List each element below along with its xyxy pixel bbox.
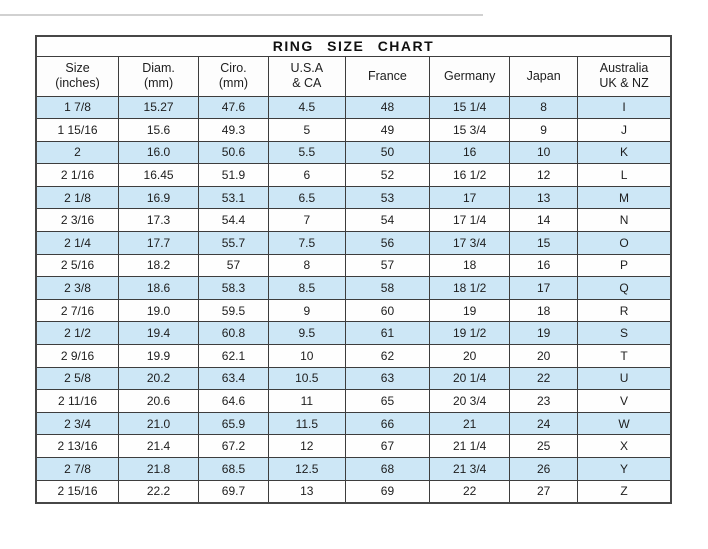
table-cell-australia-uk-nz: V [578,390,671,413]
table-row [36,232,671,255]
table-row [36,254,671,277]
table-cell-diam-mm: 16.9 [119,186,199,209]
table-cell-size-inches: 1 15/16 [36,119,119,142]
table-cell-diam-mm: 16.45 [119,164,199,187]
table-cell-japan: 10 [510,141,578,164]
chart-title: RING SIZE CHART [36,36,671,56]
table-cell-diam-mm: 18.6 [119,277,199,300]
table-cell-size-inches: 2 [36,141,119,164]
table-cell-germany: 15 3/4 [430,119,510,142]
table-cell-size-inches: 2 1/8 [36,186,119,209]
table-cell-australia-uk-nz: I [578,96,671,119]
table-cell-australia-uk-nz: K [578,141,671,164]
table-cell-size-inches: 2 1/16 [36,164,119,187]
table-row [36,164,671,187]
column-header-diam-mm [119,56,199,96]
column-header-line: Australia [599,61,649,75]
table-row [36,186,671,209]
scan-artifact-line [0,14,483,16]
table-row [36,345,671,368]
column-header-japan [510,56,578,96]
table-cell-diam-mm: 19.9 [119,345,199,368]
table-cell-germany: 20 1/4 [430,367,510,390]
table-cell-ciro-mm: 60.8 [199,322,269,345]
table-cell-usa-ca: 4.5 [268,96,345,119]
column-header-line: UK & NZ [599,76,649,90]
column-header-france [345,56,429,96]
table-cell-france: 63 [345,367,429,390]
table-cell-japan: 26 [510,458,578,481]
table-row [36,299,671,322]
table-cell-france: 68 [345,458,429,481]
table-cell-france: 69 [345,480,429,503]
table-cell-size-inches: 2 3/16 [36,209,119,232]
table-cell-germany: 21 3/4 [430,458,510,481]
column-header-line: Germany [443,68,496,83]
table-cell-usa-ca: 7.5 [268,232,345,255]
table-row [36,480,671,503]
column-header-line: (mm) [218,76,249,90]
table-cell-germany: 18 [430,254,510,277]
column-header-australia-uk-nz [578,56,671,96]
table-cell-diam-mm: 19.4 [119,322,199,345]
table-cell-japan: 24 [510,412,578,435]
table-cell-france: 53 [345,186,429,209]
table-cell-size-inches: 1 7/8 [36,96,119,119]
column-header-usa-ca [268,56,345,96]
table-cell-germany: 16 1/2 [430,164,510,187]
table-cell-germany: 21 [430,412,510,435]
table-cell-france: 57 [345,254,429,277]
table-cell-usa-ca: 5 [268,119,345,142]
table-cell-germany: 19 1/2 [430,322,510,345]
table-cell-size-inches: 2 1/2 [36,322,119,345]
table-cell-germany: 22 [430,480,510,503]
table-cell-australia-uk-nz: J [578,119,671,142]
table-cell-usa-ca: 13 [268,480,345,503]
ring-size-chart-table [35,35,672,504]
table-row [36,390,671,413]
table-cell-germany: 20 [430,345,510,368]
table-cell-japan: 13 [510,186,578,209]
table-cell-france: 50 [345,141,429,164]
table-cell-ciro-mm: 64.6 [199,390,269,413]
table-cell-ciro-mm: 68.5 [199,458,269,481]
column-header-germany [430,56,510,96]
table-cell-diam-mm: 20.2 [119,367,199,390]
table-cell-australia-uk-nz: M [578,186,671,209]
table-cell-size-inches: 2 9/16 [36,345,119,368]
column-header-line: U.S.A [290,61,324,75]
table-cell-germany: 18 1/2 [430,277,510,300]
table-cell-size-inches: 2 5/8 [36,367,119,390]
table-cell-germany: 19 [430,299,510,322]
table-cell-diam-mm: 21.4 [119,435,199,458]
table-cell-ciro-mm: 59.5 [199,299,269,322]
table-cell-australia-uk-nz: Z [578,480,671,503]
table-cell-usa-ca: 12 [268,435,345,458]
table-cell-ciro-mm: 69.7 [199,480,269,503]
table-cell-france: 60 [345,299,429,322]
table-cell-japan: 14 [510,209,578,232]
table-cell-japan: 15 [510,232,578,255]
column-header-line: (inches) [55,76,100,90]
table-cell-australia-uk-nz: N [578,209,671,232]
table-cell-size-inches: 2 3/8 [36,277,119,300]
table-cell-usa-ca: 11 [268,390,345,413]
table-cell-size-inches: 2 3/4 [36,412,119,435]
table-cell-ciro-mm: 65.9 [199,412,269,435]
table-cell-japan: 18 [510,299,578,322]
table-cell-size-inches: 2 13/16 [36,435,119,458]
table-cell-australia-uk-nz: T [578,345,671,368]
table-cell-usa-ca: 10.5 [268,367,345,390]
table-row [36,141,671,164]
column-header-ciro-mm [199,56,269,96]
table-cell-ciro-mm: 50.6 [199,141,269,164]
table-cell-japan: 20 [510,345,578,368]
column-header-line: Diam. [142,61,175,75]
table-cell-france: 67 [345,435,429,458]
table-cell-usa-ca: 12.5 [268,458,345,481]
table-cell-ciro-mm: 54.4 [199,209,269,232]
table-row [36,367,671,390]
table-cell-diam-mm: 17.3 [119,209,199,232]
table-cell-france: 58 [345,277,429,300]
table-row [36,96,671,119]
table-cell-usa-ca: 8.5 [268,277,345,300]
table-row [36,119,671,142]
table-cell-ciro-mm: 58.3 [199,277,269,300]
table-row [36,277,671,300]
table-cell-usa-ca: 8 [268,254,345,277]
table-cell-usa-ca: 7 [268,209,345,232]
table-cell-ciro-mm: 51.9 [199,164,269,187]
table-cell-diam-mm: 19.0 [119,299,199,322]
table-cell-usa-ca: 6 [268,164,345,187]
table-cell-usa-ca: 11.5 [268,412,345,435]
table-cell-germany: 16 [430,141,510,164]
title-row [36,36,671,56]
table-cell-diam-mm: 22.2 [119,480,199,503]
table-cell-usa-ca: 5.5 [268,141,345,164]
column-header-line: & CA [292,76,322,90]
table-cell-france: 48 [345,96,429,119]
table-cell-diam-mm: 15.6 [119,119,199,142]
table-cell-japan: 9 [510,119,578,142]
table-cell-australia-uk-nz: W [578,412,671,435]
column-header-line: (mm) [143,76,174,90]
table-cell-size-inches: 2 7/8 [36,458,119,481]
table-cell-ciro-mm: 62.1 [199,345,269,368]
table-cell-size-inches: 2 1/4 [36,232,119,255]
table-row [36,209,671,232]
table-cell-ciro-mm: 63.4 [199,367,269,390]
column-header-line: Size [65,61,90,75]
column-header-size-inches [36,56,119,96]
table-cell-france: 56 [345,232,429,255]
table-cell-japan: 17 [510,277,578,300]
header-row [36,56,671,96]
table-cell-japan: 25 [510,435,578,458]
table-cell-ciro-mm: 53.1 [199,186,269,209]
table-row [36,458,671,481]
table-cell-diam-mm: 15.27 [119,96,199,119]
table-cell-ciro-mm: 57 [199,254,269,277]
table-cell-size-inches: 2 7/16 [36,299,119,322]
table-cell-germany: 20 3/4 [430,390,510,413]
table-cell-japan: 19 [510,322,578,345]
table-cell-ciro-mm: 67.2 [199,435,269,458]
table-cell-ciro-mm: 55.7 [199,232,269,255]
table-cell-diam-mm: 20.6 [119,390,199,413]
table-cell-germany: 17 1/4 [430,209,510,232]
table-cell-japan: 23 [510,390,578,413]
table-cell-diam-mm: 17.7 [119,232,199,255]
table-cell-france: 62 [345,345,429,368]
table-cell-usa-ca: 6.5 [268,186,345,209]
table-cell-france: 61 [345,322,429,345]
table-cell-germany: 15 1/4 [430,96,510,119]
table-cell-france: 65 [345,390,429,413]
table-cell-australia-uk-nz: P [578,254,671,277]
table-cell-japan: 16 [510,254,578,277]
table-row [36,322,671,345]
table-cell-usa-ca: 9.5 [268,322,345,345]
table-cell-size-inches: 2 15/16 [36,480,119,503]
table-cell-japan: 8 [510,96,578,119]
table-cell-australia-uk-nz: S [578,322,671,345]
table-cell-ciro-mm: 49.3 [199,119,269,142]
table-cell-australia-uk-nz: L [578,164,671,187]
table-cell-diam-mm: 18.2 [119,254,199,277]
table-cell-australia-uk-nz: Q [578,277,671,300]
table-cell-japan: 27 [510,480,578,503]
table-cell-australia-uk-nz: Y [578,458,671,481]
table-cell-size-inches: 2 5/16 [36,254,119,277]
table-cell-diam-mm: 21.0 [119,412,199,435]
table-cell-france: 52 [345,164,429,187]
table-row [36,435,671,458]
table-cell-australia-uk-nz: U [578,367,671,390]
table-cell-germany: 17 [430,186,510,209]
column-header-line: France [367,68,407,83]
table-cell-ciro-mm: 47.6 [199,96,269,119]
table-cell-japan: 22 [510,367,578,390]
table-cell-germany: 17 3/4 [430,232,510,255]
table-cell-germany: 21 1/4 [430,435,510,458]
table-cell-australia-uk-nz: O [578,232,671,255]
table-cell-diam-mm: 16.0 [119,141,199,164]
table-cell-diam-mm: 21.8 [119,458,199,481]
table-row [36,412,671,435]
column-header-line: Japan [526,68,561,83]
table-cell-france: 49 [345,119,429,142]
table-cell-size-inches: 2 11/16 [36,390,119,413]
column-header-line: Ciro. [220,61,247,75]
table-cell-japan: 12 [510,164,578,187]
table-cell-france: 54 [345,209,429,232]
table-cell-australia-uk-nz: R [578,299,671,322]
table-cell-france: 66 [345,412,429,435]
table-cell-usa-ca: 10 [268,345,345,368]
table-cell-australia-uk-nz: X [578,435,671,458]
table-cell-usa-ca: 9 [268,299,345,322]
